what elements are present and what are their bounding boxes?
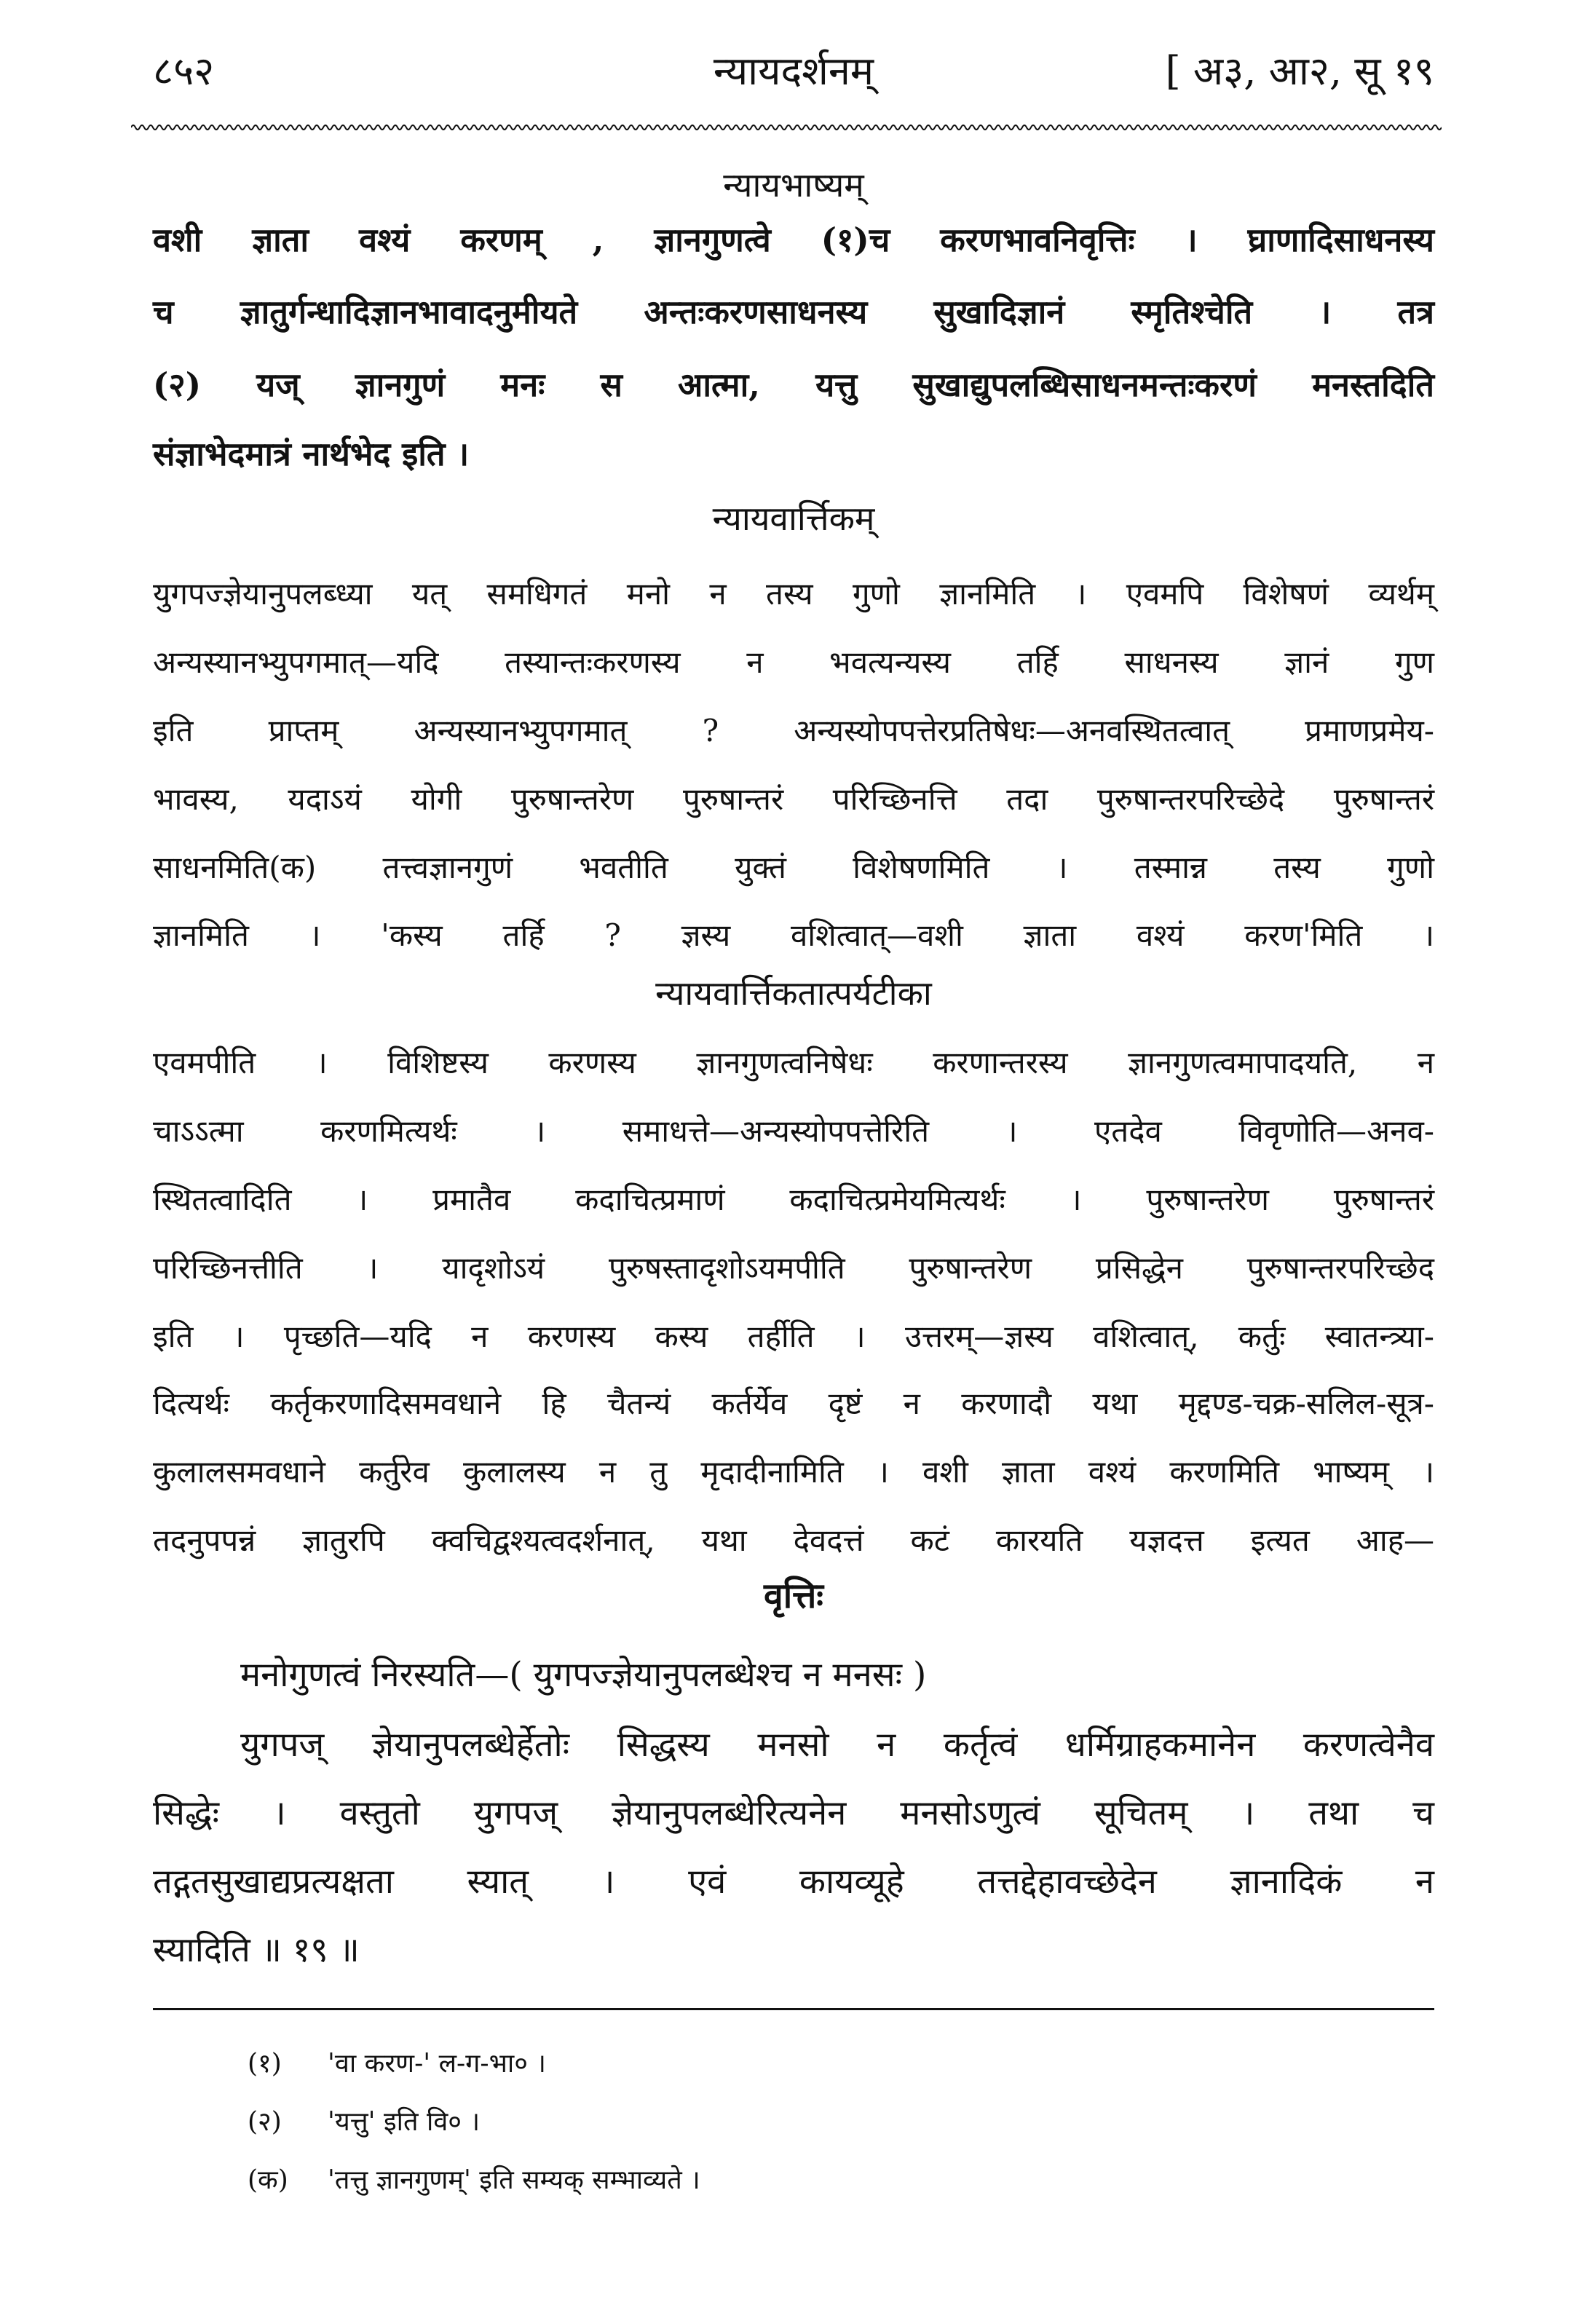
footnote-rule bbox=[153, 2008, 1434, 2010]
vritti-line: तद्गतसुखाद्यप्रत्यक्षता स्यात् । एवं कायव्यूहे तत्तद्देहावच्छेदेन ज्ञानादिकं न bbox=[153, 1862, 1434, 1902]
bhashya-line: (२) यज् ज्ञानगुणं मनः स आत्मा, यत्तु सुखाद्युपलब्धिसाधनमन्तःकरणं मनस्तदिति bbox=[153, 365, 1434, 404]
footnote-text: 'तत्तु ज्ञानगुणम्' इति सम्यक् सम्भाव्यते । bbox=[328, 2165, 700, 2195]
tika-line: स्थितत्वादिति । प्रमातैव कदाचित्प्रमाणं कदाचित्प्रमेयमित्यर्थः । पुरुषान्तरेण पुरुषान्तरं bbox=[153, 1182, 1434, 1217]
tika-line: चाऽऽत्मा करणमित्यर्थः । समाधत्ते—अन्यस्योपपत्तेरिति । एतदेव विवृणोति—अनव- bbox=[153, 1113, 1434, 1149]
vartika-line: युगपज्ज्ञेयानुपलब्ध्या यत् समधिगतं मनो न तस्य गुणो ज्ञानमिति । एवमपि विशेषणं व्यर्थम् bbox=[153, 576, 1434, 612]
footnote bbox=[248, 2103, 480, 2138]
section-heading-vritti: वृत्तिः bbox=[764, 1576, 823, 1616]
vartika-line: साधनमिति(क) तत्त्वज्ञानगुणं भवतीति युक्तं विशेषणमिति । तस्मान्न तस्य गुणो bbox=[153, 850, 1434, 885]
vartika-line: अन्यस्यानभ्युपगमात्—यदि तस्यान्तःकरणस्य न भवत्यन्यस्य तर्हि साधनस्य ज्ञानं गुण bbox=[153, 644, 1434, 680]
footnote-mark: (क) bbox=[248, 2165, 288, 2195]
tika-line: कुलालसमवधाने कर्तुरेव कुलालस्य न तु मृदादीनामिति । वशी ज्ञाता वश्यं करणमिति भाष्यम् । bbox=[153, 1454, 1434, 1490]
running-title: न्यायदर्शनम् bbox=[713, 48, 874, 94]
footnote-text: 'वा करण-' ल-ग-भा० । bbox=[328, 2049, 547, 2079]
vartika-line: भावस्य, यदाऽयं योगी पुरुषान्तरेण पुरुषान्तरं परिच्छिनत्ति तदा पुरुषान्तरपरिच्छेदे पुरुषान्तरं bbox=[153, 781, 1434, 817]
vritti-line: मनोगुणत्वं निरस्यति—( युगपज्ज्ञेयानुपलब्धेश्च न मनसः ) bbox=[240, 1655, 927, 1695]
footnote bbox=[248, 2044, 546, 2080]
section-heading-tika: न्यायवार्त्तिकतात्पर्यटीका bbox=[655, 973, 932, 1013]
vritti-line: स्यादिति ॥ १९ ॥ bbox=[153, 1930, 360, 1970]
footnote-text: 'यत्तु' इति वि० । bbox=[328, 2107, 481, 2137]
bhashya-line: वशी ज्ञाता वश्यं करणम् , ज्ञानगुणत्वे (१)च करणभावनिवृत्तिः । घ्राणादिसाधनस्य bbox=[153, 221, 1434, 259]
footnote-mark: (२) bbox=[248, 2107, 282, 2137]
section-heading-bhashya: न्यायभाष्यम् bbox=[723, 165, 864, 205]
section-reference: [ अ३, आ२, सू १९ bbox=[1165, 48, 1434, 94]
footnote bbox=[248, 2161, 700, 2197]
bhashya-line: संज्ञाभेदमात्रं नार्थभेद इति । bbox=[153, 435, 470, 473]
bhashya-line: च ज्ञातुर्गन्धादिज्ञानभावादनुमीयते अन्तःकरणसाधनस्य सुखादिज्ञानं स्मृतिश्चेति । तत्र bbox=[153, 293, 1434, 331]
vartika-line: ज्ञानमिति । 'कस्य तर्हि ? ज्ञस्य वशित्वात्—वशी ज्ञाता वश्यं करण'मिति । bbox=[153, 917, 1434, 953]
vartika-line: इति प्राप्तम् अन्यस्यानभ्युपगमात् ? अन्यस्योपपत्तेरप्रतिषेधः—अनवस्थितत्वात् प्रमाणप्रमेय- bbox=[153, 713, 1434, 748]
vritti-line: युगपज् ज्ञेयानुपलब्धेर्हेतोः सिद्धस्य मनसो न कर्तृत्वं धर्मिग्राहकमानेन करणत्वेनैव bbox=[240, 1725, 1434, 1765]
footnote-mark: (१) bbox=[248, 2049, 282, 2079]
wavy-header-rule bbox=[131, 122, 1442, 133]
page-number: ८५२ bbox=[153, 48, 215, 94]
tika-line: दित्यर्थः कर्तृकरणादिसमवधाने हि चैतन्यं कर्तर्येव दृष्टं न करणादौ यथा मृद्दण्ड-चक्र-सलिल-सूत्र- bbox=[153, 1386, 1434, 1421]
tika-line: तदनुपपन्नं ज्ञातुरपि क्वचिद्वश्यत्वदर्शनात्, यथा देवदत्तं कटं कारयति यज्ञदत्त इत्यत आह— bbox=[153, 1522, 1434, 1558]
tika-line: एवमपीति । विशिष्टस्य करणस्य ज्ञानगुणत्वनिषेधः करणान्तरस्य ज्ञानगुणत्वमापादयति, न bbox=[153, 1045, 1434, 1080]
page-header bbox=[153, 35, 1434, 108]
tika-line: इति । पृच्छति—यदि न करणस्य कस्य तर्हीति । उत्तरम्—ज्ञस्य वशित्वात्, कर्तुः स्वातन्त्र्या- bbox=[153, 1319, 1434, 1354]
vritti-line: सिद्धेः । वस्तुतो युगपज् ज्ञेयानुपलब्धेरित्यनेन मनसोऽणुत्वं सूचितम् । तथा च bbox=[153, 1793, 1434, 1833]
section-heading-vartika: न्यायवार्त्तिकम् bbox=[712, 499, 875, 538]
tika-line: परिच्छिनत्तीति । यादृशोऽयं पुरुषस्तादृशोऽयमपीति पुरुषान्तरेण प्रसिद्धेन पुरुषान्तरपरिच्छेद bbox=[153, 1250, 1434, 1286]
